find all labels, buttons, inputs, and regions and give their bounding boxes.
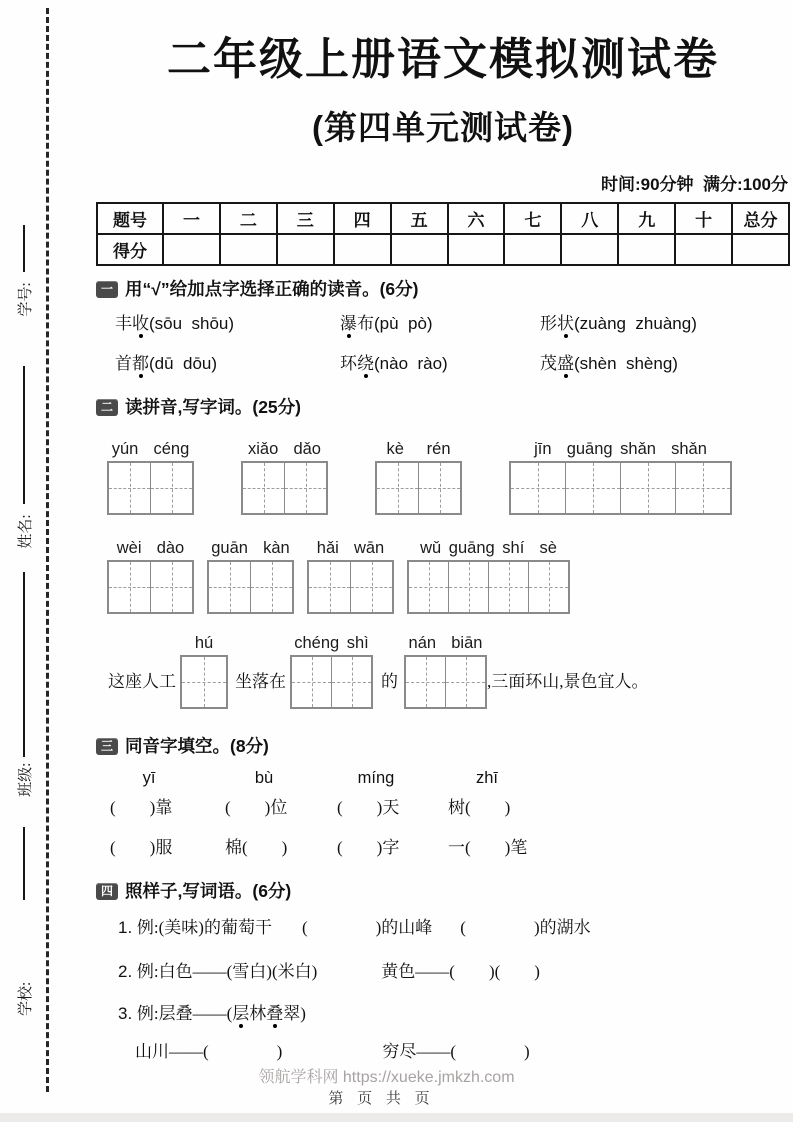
pronunciation-item: 茂盛(shèn shèng) xyxy=(540,354,678,373)
name-label: 姓名: xyxy=(17,514,34,549)
score-cell xyxy=(732,234,789,265)
pronunciation-item: 形状(zuàng zhuàng) xyxy=(540,314,697,333)
writing-grid-cell xyxy=(309,562,351,612)
pinyin-writing-row-2 xyxy=(107,537,790,614)
score-table-header-cell: 四 xyxy=(334,203,391,234)
score-table xyxy=(96,202,790,266)
answer-blank: 黄色——( )( ) xyxy=(381,962,540,981)
pinyin-grid-group xyxy=(509,438,732,515)
score-label-cell: 得分 xyxy=(97,234,163,265)
pinyin-label: wèi dào xyxy=(116,539,185,557)
school-blank-line xyxy=(23,827,25,900)
example-text: 例:层叠——(层林叠翠) xyxy=(136,1004,306,1023)
score-table-header-cell: 三 xyxy=(277,203,334,234)
sentence-text: ,三面环山,景色宜人。 xyxy=(487,672,649,691)
homophone-blank: 树( ) xyxy=(448,798,511,817)
example-text: 例:白色——(雪白)(米白) xyxy=(136,962,318,981)
pinyin-grid-group xyxy=(290,632,373,709)
homophone-blank: ( )字 xyxy=(337,838,400,857)
writing-grid xyxy=(307,560,394,614)
word-pattern-item-2 xyxy=(118,960,790,984)
score-table-header-cell: 六 xyxy=(448,203,505,234)
score-cell xyxy=(504,234,561,265)
score-table-header-cell: 题号 xyxy=(97,203,163,234)
paper-title: 二年级上册语文模拟测试卷 xyxy=(167,35,719,84)
writing-grid-cell xyxy=(409,562,449,612)
pinyin-label: xiǎo dǎo xyxy=(248,440,321,458)
writing-grid-cell xyxy=(243,463,285,513)
pinyin-grid-group xyxy=(241,438,328,515)
answer-blank: ( )的湖水 xyxy=(460,918,591,937)
writing-grid xyxy=(241,461,328,515)
score-table-header-cell: 七 xyxy=(504,203,561,234)
homophone-row-1 xyxy=(110,796,790,820)
paper-subtitle: (第四单元测试卷) xyxy=(312,109,574,146)
pinyin-label: hǎi wān xyxy=(316,539,385,557)
score-table-header-cell: 八 xyxy=(561,203,618,234)
writing-grid xyxy=(107,461,194,515)
section1-header xyxy=(96,278,790,300)
section1-title: 用“√”给加点字选择正确的读音。(6分) xyxy=(125,279,419,299)
score-cell xyxy=(334,234,391,265)
page-bottom-edge xyxy=(0,1113,793,1122)
homophone-blank: ( )天 xyxy=(337,798,400,817)
score-cell xyxy=(220,234,277,265)
section2-title: 读拼音,写字词。(25分) xyxy=(125,397,301,417)
name-blank-line xyxy=(23,366,25,504)
writing-grid-cell xyxy=(529,562,568,612)
answer-blank: 穷尽——( ) xyxy=(382,1042,530,1061)
pinyin-label: kè rén xyxy=(386,440,451,458)
score-cell xyxy=(675,234,732,265)
student-number-blank-line xyxy=(23,225,25,272)
page-number-text: 第 页 共 页 xyxy=(328,1091,435,1107)
writing-grid-cell xyxy=(406,657,446,707)
pinyin-label: míng xyxy=(357,769,395,787)
score-table-header-cell: 二 xyxy=(220,203,277,234)
writing-grid-cell xyxy=(449,562,489,612)
section3-number-badge: 三 xyxy=(96,738,118,755)
writing-grid-cell xyxy=(109,463,151,513)
writing-grid-cell xyxy=(285,463,326,513)
fill-in-sentence xyxy=(108,632,790,709)
writing-grid-cell xyxy=(566,463,621,513)
section3-title: 同音字填空。(8分) xyxy=(125,736,269,756)
pinyin-label: hú xyxy=(194,634,214,652)
pinyin-label: guān kàn xyxy=(211,539,290,557)
section4-number-badge: 四 xyxy=(96,883,118,900)
writing-grid xyxy=(290,655,373,709)
writing-grid-cell xyxy=(511,463,566,513)
writing-grid-cell xyxy=(332,657,371,707)
writing-grid xyxy=(107,560,194,614)
writing-grid xyxy=(180,655,228,709)
word-pattern-item-1 xyxy=(118,916,790,940)
homophone-blank: 一( )笔 xyxy=(448,838,528,857)
pinyin-label: bù xyxy=(254,769,274,787)
item-number: 3. xyxy=(118,1004,137,1023)
section4-title: 照样子,写词语。(6分) xyxy=(125,881,292,901)
section2-header xyxy=(96,396,790,418)
writing-grid xyxy=(509,461,732,515)
homophone-blank: ( )服 xyxy=(110,838,173,857)
student-number-label: 学号: xyxy=(17,282,34,317)
homophone-blank: ( )位 xyxy=(225,798,288,817)
sentence-text: 这座人工 xyxy=(108,672,176,691)
word-pattern-item-4 xyxy=(135,1040,790,1064)
pinyin-grid-group xyxy=(180,632,228,709)
score-cell xyxy=(277,234,334,265)
answer-blank: 山川——( ) xyxy=(135,1042,283,1061)
writing-grid-cell xyxy=(377,463,419,513)
sentence-text: 的 xyxy=(381,672,398,691)
score-cell xyxy=(163,234,220,265)
score-cell xyxy=(391,234,448,265)
writing-grid-cell xyxy=(351,562,392,612)
pronunciation-item: 环绕(nào rào) xyxy=(340,354,448,373)
pinyin-grid-group xyxy=(407,537,570,614)
pronunciation-item: 首都(dū dōu) xyxy=(115,354,218,373)
writing-grid-cell xyxy=(151,463,192,513)
writing-grid-cell xyxy=(182,657,226,707)
writing-grid-cell xyxy=(419,463,460,513)
score-table-score-row xyxy=(97,234,789,265)
writing-grid xyxy=(207,560,294,614)
score-cell xyxy=(561,234,618,265)
pronunciation-item: 瀑布(pù pò) xyxy=(340,314,433,333)
student-info-sidebar xyxy=(4,30,44,1090)
pinyin-grid-group xyxy=(107,537,194,614)
writing-grid-cell xyxy=(676,463,730,513)
score-cell xyxy=(618,234,675,265)
score-table-header-cell: 五 xyxy=(391,203,448,234)
pinyin-writing-row-1 xyxy=(107,438,790,515)
class-label: 班级: xyxy=(17,762,34,797)
pinyin-label: jīn guāng shǎn shǎn xyxy=(534,440,707,458)
word-pattern-item-3 xyxy=(118,1002,790,1026)
pinyin-grid-group xyxy=(375,438,462,515)
pinyin-label: chéng shì xyxy=(294,634,369,652)
writing-grid-cell xyxy=(489,562,529,612)
pinyin-grid-group xyxy=(207,537,294,614)
writing-grid-cell xyxy=(109,562,151,612)
pinyin-label: yī xyxy=(142,769,156,787)
section1-items xyxy=(115,312,790,376)
exam-meta: 时间:90分钟 满分:100分 xyxy=(600,175,788,194)
writing-grid xyxy=(407,560,570,614)
school-label: 学校: xyxy=(17,981,34,1016)
writing-grid-cell xyxy=(151,562,192,612)
homophone-blank: ( )靠 xyxy=(110,798,173,817)
section4-header xyxy=(96,880,790,902)
writing-grid-cell xyxy=(446,657,485,707)
pinyin-grid-group xyxy=(307,537,394,614)
pinyin-label: wǔ guāng shí sè xyxy=(420,539,557,557)
paper-content xyxy=(96,0,790,1064)
score-cell xyxy=(448,234,505,265)
writing-grid-cell xyxy=(621,463,676,513)
score-table-header-cell: 一 xyxy=(163,203,220,234)
class-blank-line xyxy=(23,572,25,757)
sentence-text: 坐落在 xyxy=(235,672,286,691)
writing-grid-cell xyxy=(209,562,251,612)
pinyin-label: nán biān xyxy=(408,634,483,652)
score-table-header-cell: 九 xyxy=(618,203,675,234)
score-table-header-cell: 总分 xyxy=(732,203,789,234)
pronunciation-item: 丰收(sōu shōu) xyxy=(115,314,235,333)
binding-dashed-line xyxy=(46,8,49,1092)
pinyin-grid-group xyxy=(404,632,487,709)
pinyin-label: yún céng xyxy=(111,440,190,458)
writing-grid xyxy=(404,655,487,709)
example-text: 例:(美味)的葡萄干 xyxy=(136,918,272,937)
answer-blank: ( )的山峰 xyxy=(301,918,433,937)
section2-number-badge: 二 xyxy=(96,399,118,416)
pinyin-label: zhī xyxy=(475,769,498,787)
score-table-header-cell: 十 xyxy=(675,203,732,234)
section1-number-badge: 一 xyxy=(96,281,118,298)
homophone-row-2 xyxy=(110,836,790,860)
homophone-blank: 棉( ) xyxy=(225,838,288,857)
item-number: 2. xyxy=(118,962,137,981)
section3-header xyxy=(96,735,790,757)
homophone-pinyin-row xyxy=(110,769,790,788)
score-table-header-row xyxy=(97,203,789,234)
watermark-link: 领航学科网 https://xueke.jmkzh.com xyxy=(258,1069,515,1086)
writing-grid xyxy=(375,461,462,515)
writing-grid-cell xyxy=(292,657,332,707)
item-number: 1. xyxy=(118,918,137,937)
writing-grid-cell xyxy=(251,562,292,612)
pinyin-grid-group xyxy=(107,438,194,515)
